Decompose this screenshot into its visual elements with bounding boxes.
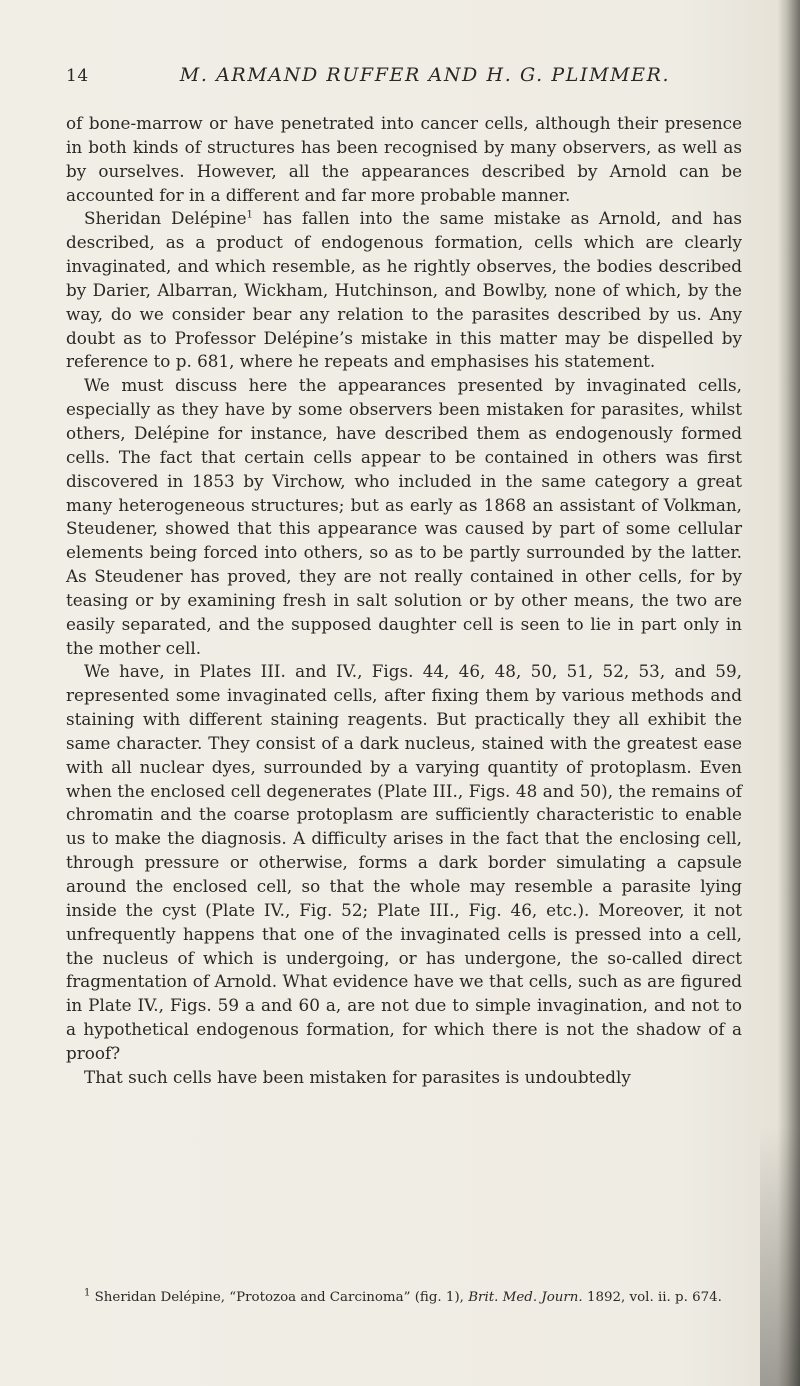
footnote-text-start: Sheridan Delépine, “Protozoa and Carcinoma” (fig. 1), — [90, 1290, 469, 1305]
page-number: 14 — [66, 66, 89, 86]
paragraph-2 — [66, 207, 742, 374]
page-header — [66, 62, 738, 96]
page-corner-shadow — [760, 1126, 800, 1386]
paragraph-5: That such cells have been mistaken for parasites is undoubtedly — [84, 1066, 631, 1087]
footnote-reference: 1 — [246, 209, 253, 221]
footnote-text-end: 1892, vol. ii. p. 674. — [582, 1290, 722, 1305]
paragraph-2-rest: has fallen into the same mistake as Arnold, and has described, as a product of endogenous formation, cells which are clearly invaginated, and which resemble, as he rightly observes, the bodies described by Darier, Albarran, Wickham, Hutchinson, and Bowlby, none of which, by the way, do we consider bear any relation to the parasites described by us. Any doubt as to Professor Delépine’s mistake in this matter may be dispelled by reference to p. 681, where he repeats and emphasises his statement. — [66, 208, 742, 372]
running-head: M. ARMAND RUFFER AND H. G. PLIMMER. — [179, 64, 671, 86]
paragraph-3: We must discuss here the appearances presented by invaginated cells, especially as they have by some observers been mistaken for parasites, whilst others, Delépine for instance, have described them as endogenously formed cells. The fact that certain cells appear to be contained in others was first discovered in 1853 by Virchow, who included in the same category a great many heterogeneous structures; but as early as 1868 an assistant of Volkman, Steudener, showed that this appearance was caused by part of some cellular elements being forced into others, so as to be partly surrounded by the latter. As Steudener has proved, they are not really contained in other cells, for by teasing or by examining fresh in salt solution or by other means, the two are easily separated, and the supposed daughter cell is seen to lie in part only in the mother cell. — [66, 375, 742, 658]
footnote-marker: 1 — [84, 1287, 91, 1299]
body-text — [66, 112, 742, 1090]
paragraph-1: of bone-marrow or have penetrated into cancer cells, although their presence in both kinds of structures has been recognised by many observers, as well as by ourselves. However, all the appearances described by Arnold can be accounted for in a different and far more probable manner. — [66, 113, 742, 205]
footnote-journal-title: Brit. Med. Journ. — [468, 1290, 583, 1305]
footnote — [66, 1288, 742, 1308]
paragraph-4: We have, in Plates III. and IV., Figs. 44, 46, 48, 50, 51, 52, 53, and 59, represented some invaginated cells, after fixing them by various methods and staining with different staining reagents. But practically they all exhibit the same character. They consist of a dark nucleus, stained with the greatest ease with all nuclear dyes, surrounded by a varying quantity of protoplasm. Even when the enclosed cell degenerates (Plate III., Figs. 48 and 50), the remains of chromatin and the coarse protoplasm are sufficiently characteristic to enable us to make the diagnosis. A difficulty arises in the fact that the enclosing cell, through pressure or otherwise, forms a dark border simulating a capsule around the enclosed cell, so that the whole may resemble a parasite lying inside the cyst (Plate IV., Fig. 52; Plate III., Fig. 46, etc.). Moreover, it not unfrequently happens that one of the invaginated cells is pressed into a cell, the nucleus of which is undergoing, or has undergone, the so-called direct fragmentation of Arnold. What evidence have we that cells, such as are figured in Plate IV., Figs. 59 a and 60 a, are not due to simple invagination, and not to a hypothetical endogenous formation, for which there is not the shadow of a proof? — [66, 661, 742, 1063]
paragraph-2-start: Sheridan Delépine — [84, 208, 247, 229]
